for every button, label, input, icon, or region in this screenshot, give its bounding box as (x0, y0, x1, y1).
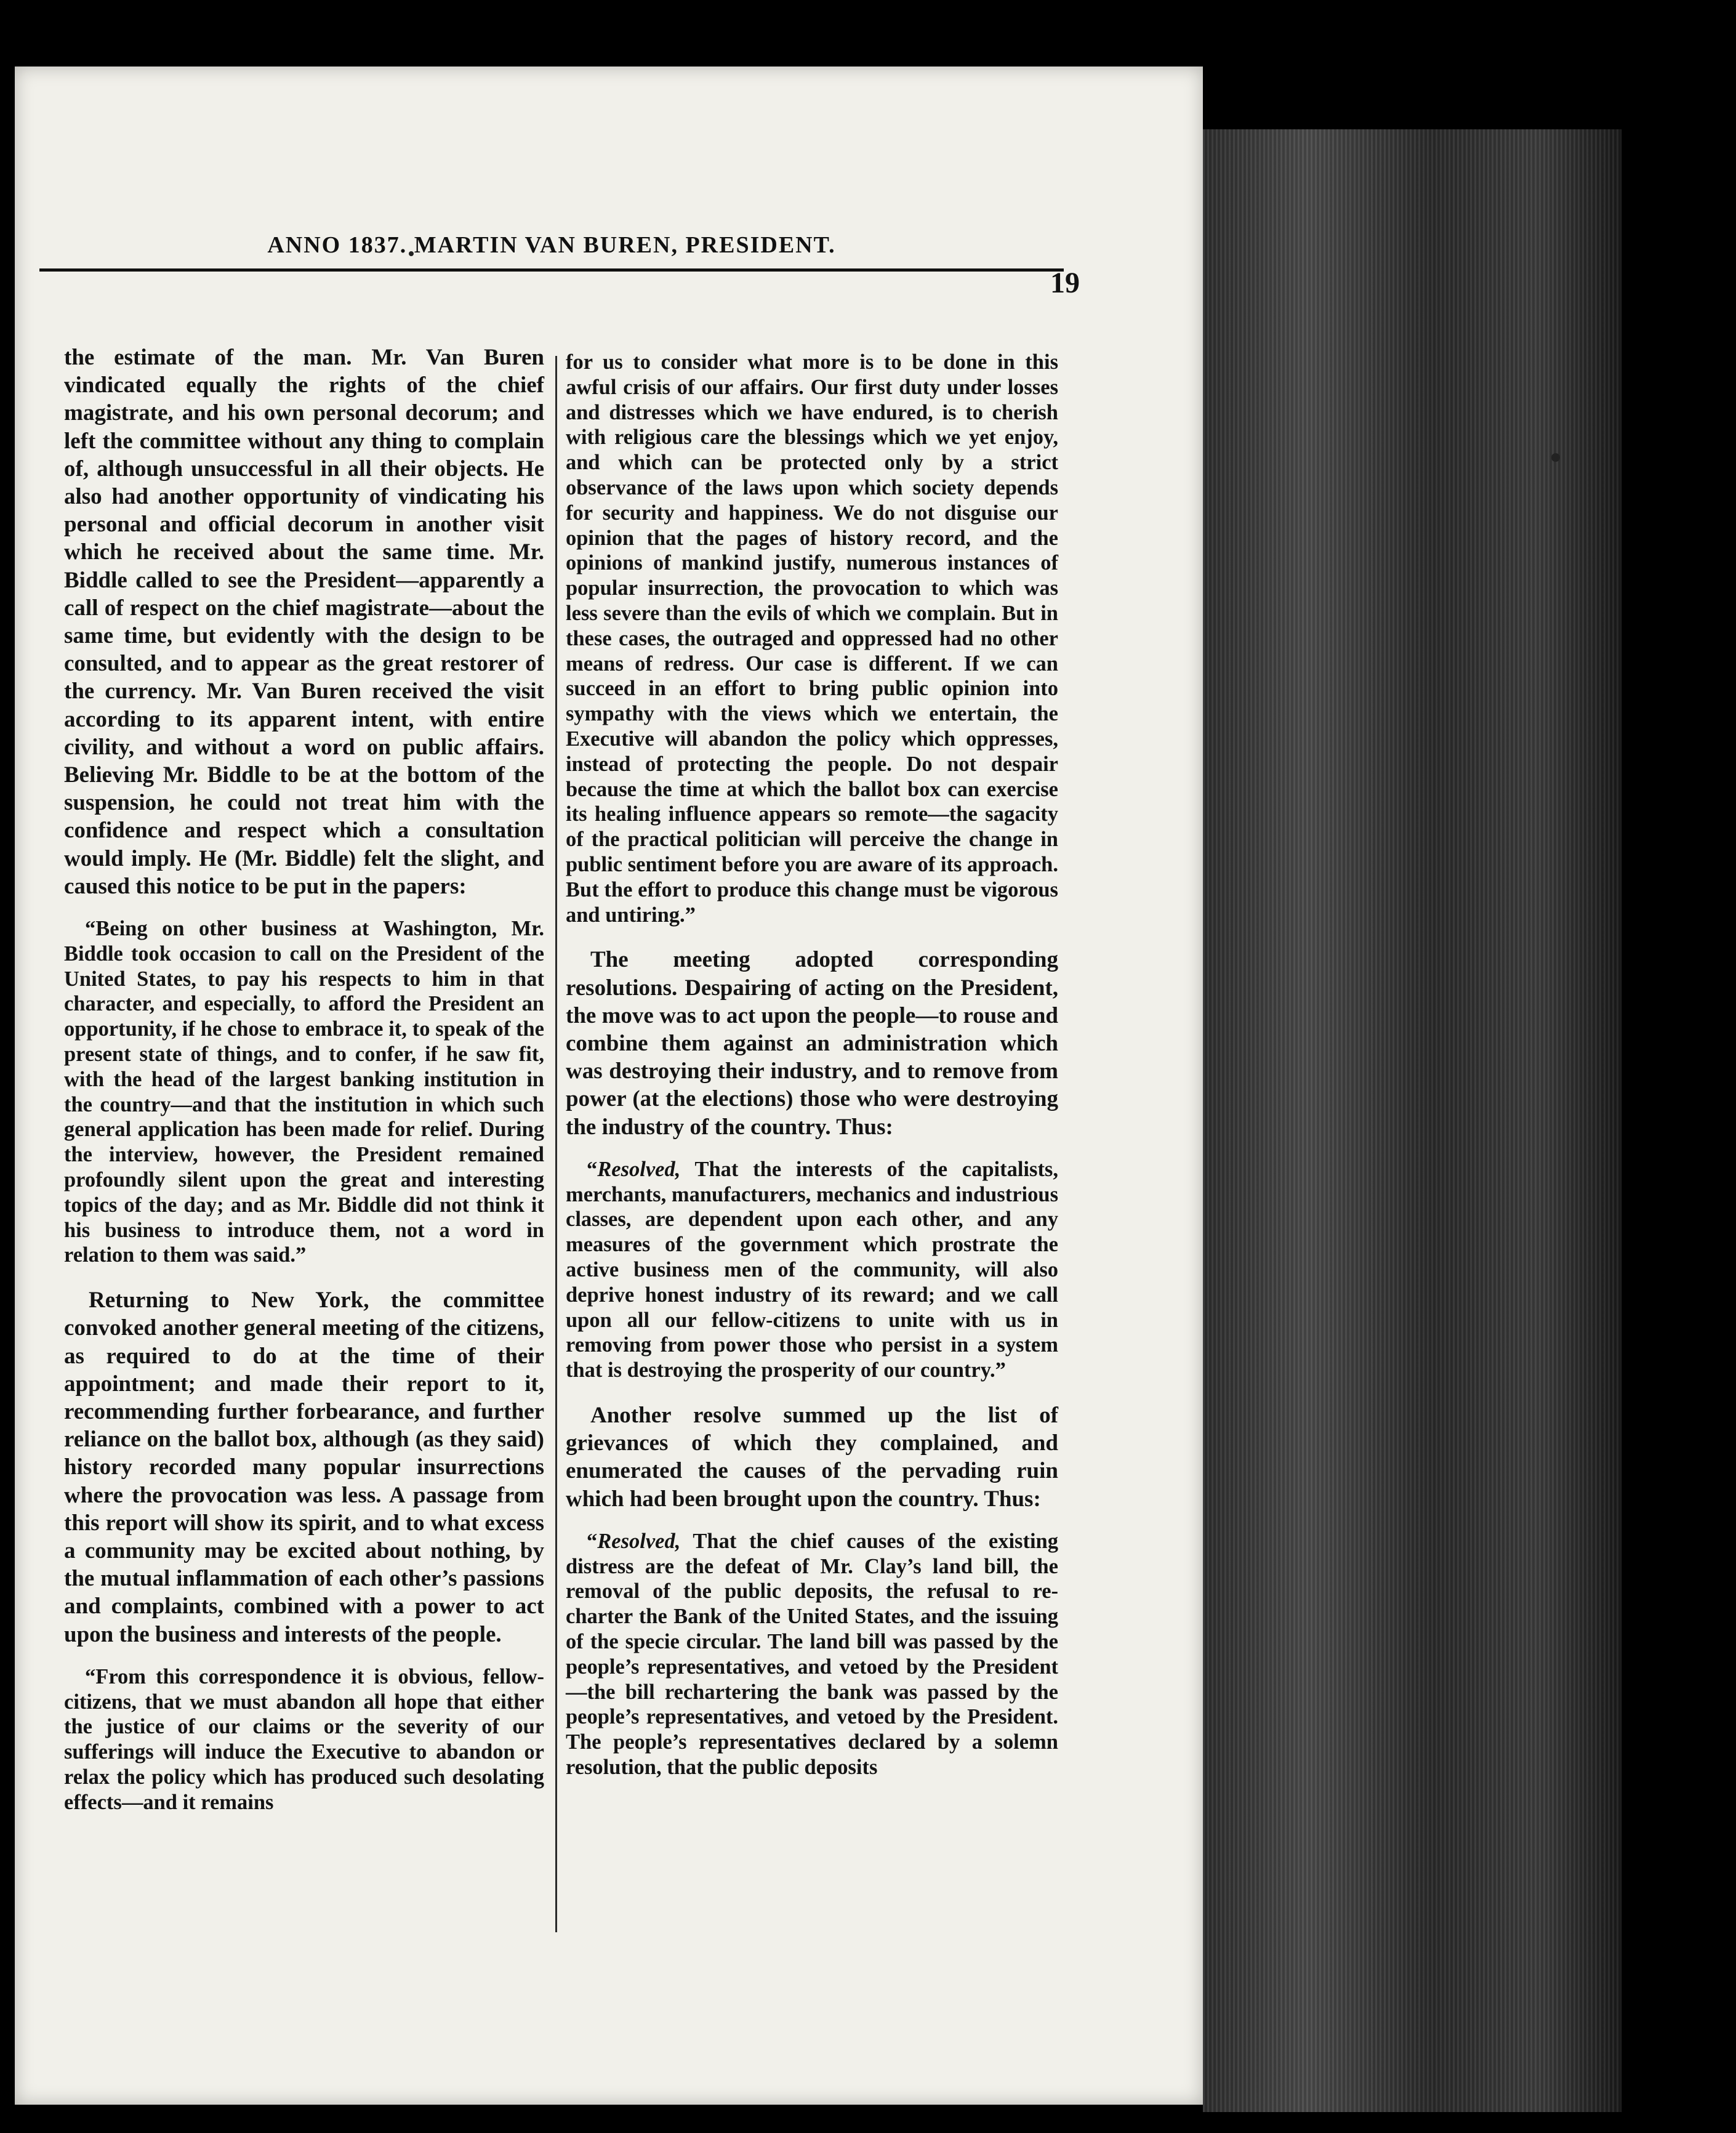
paragraph: The meeting adopted corresponding resolutions. Despairing of acting on the President, the move was to act upon the people—to rouse and combine them against an administration which was destroying their industry, and to remove from power (at the elections) those who were destroying the industry of the country. Thus: (566, 947, 1058, 1140)
left-column (64, 344, 544, 1834)
book-page-edge (1203, 129, 1621, 2112)
resolution-text: That the chief causes of the existing distress are the defeat of Mr. Clay’s land bill, the removal of the public deposits, the refusal to re-charter the Bank of the United States, and the issuing of the specie circular. The land bill was passed by the people’s representatives, and vetoed by the President—the bill rechartering the bank was passed by the people’s representatives, and vetoed by the President. The people’s representatives declared by a solemn resolution, that the public deposits (566, 1529, 1058, 1779)
book-page (15, 67, 1203, 2105)
column-divider (555, 356, 557, 1932)
open-quote-mark: “ (587, 1157, 598, 1181)
resolution-quote (566, 1157, 1058, 1383)
right-column (566, 344, 1058, 1799)
paragraph: Another resolve summed up the list of grievances of which they complained, and enumerated the causes of the pervading ruin which had been brought upon the country. Thus: (566, 1402, 1058, 1512)
resolved-word: Resolved, (597, 1529, 681, 1553)
running-head (39, 232, 1080, 300)
paragraph: Returning to New York, the committee convoked another general meeting of the citizens, as required to do at the time of their appointment; and made their report to it, recommending further forbearance, and further reliance on the ballot box, although (as they said) history recorded many popular insurrections where the provocation was less. A passage from this report will show its spirit, and to what excess a community may be excited about nothing, by the mutual inflammation of each other’s passions and complaints, combined with a power to act upon the business and interests of the people. (64, 1288, 544, 1647)
block-quote: “Being on other business at Washington, Mr. Biddle took occasion to call on the President of the United States, to pay his respects to him in that character, and especially, to afford the President an opportunity, if he chose to embrace it, to speak of the present state of things, and to confer, if he saw fit, with the head of the largest banking institution in the country—and that the institution in which such general application has been made for relief. During the interview, however, the President remained profoundly silent upon the great and interesting topics of the day; and as Mr. Biddle did not think it his business to introduce them, not a word in relation to them was said.” (64, 917, 544, 1267)
block-quote: “From this correspondence it is obvious, fellow-citizens, that we must abandon all hope that either the justice of our claims or the severity of our sufferings will induce the Executive to abandon or relax the policy which has produced such desolating effects—and it remains (64, 1664, 544, 1814)
resolution-text: That the interests of the capitalists, merchants, manufacturers, mechanics and industrious classes, are dependent upon each other, and any measures of the government which prostrate the active business men of the community, will also deprive honest industry of its reward; and we call upon all our fellow-citizens to unite with us in removing from power those who persist in a system that is destroying the prosperity of our country.” (566, 1157, 1058, 1382)
resolution-quote (566, 1529, 1058, 1780)
block-quote-continued: for us to consider what more is to be done in this awful crisis of our affairs. Our first duty under losses and distresses which we have endured, is to cherish with religious care the blessings which we yet enjoy, and which can be protected only by a strict observance of the laws upon which society depends for security and happiness. We do not disguise our opinion that the pages of history record, and the opinions of mankind justify, numerous instances of popular insurrection, the provocation to which was less severe than the evils of which we complain. But in these cases, the outraged and oppressed had no other means of redress. Our case is different. If we can succeed in an effort to bring public opinion into sympathy with the views which we entertain, the Executive will abandon the policy which oppresses, instead of protecting the people. Do not despair because the time at which the ballot box can exercise its healing influence appears so remote—the sagacity of the practical politician will perceive the change in public sentiment before you are aware of its approach. But the effort to produce this change must be vigorous and untiring.” (566, 350, 1058, 927)
open-quote-mark: “ (587, 1529, 598, 1553)
scan-speck (1551, 453, 1560, 462)
paragraph: the estimate of the man. Mr. Van Buren vindicated equally the rights of the chief magistrate, and his own personal decorum; and left the committee without any thing to complain of, although unsuccessful in all their objects. He also had another opportunity of vindicating his personal and official decorum in another visit which he received about the same time. Mr. Biddle called to see the President—apparently a call of respect on the chief magistrate—about the same time, but evidently with the design to be consulted, and to appear as the great restorer of the currency. Mr. Van Buren received the visit according to its apparent intent, with entire civility, and without a word on public affairs. Believing Mr. Biddle to be at the bottom of the suspension, he could not treat him with the confidence and respect which a consultation would imply. He (Mr. Biddle) felt the slight, and caused this notice to be put in the papers: (64, 345, 544, 899)
running-head-title: ANNO 1837. MARTIN VAN BUREN, PRESIDENT. (267, 232, 836, 258)
resolved-word: Resolved, (597, 1157, 681, 1181)
page-number: 19 (1050, 267, 1080, 299)
running-head-rule (39, 268, 1064, 272)
